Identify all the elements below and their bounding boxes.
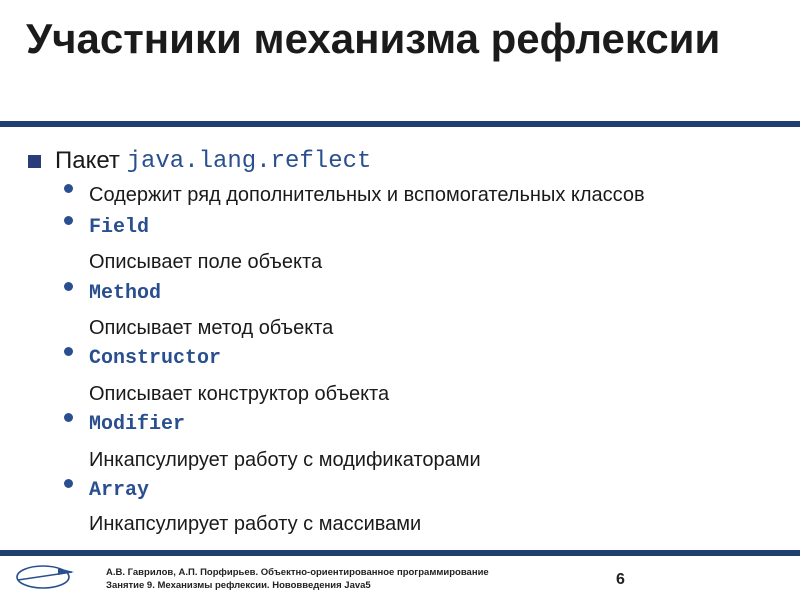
class-name: Constructor (89, 346, 222, 370)
round-bullet-icon (64, 282, 73, 291)
footer-credits (106, 566, 489, 592)
university-logo-icon (14, 560, 76, 594)
package-name: java.lang.reflect (126, 147, 372, 175)
class-name: Method (89, 281, 162, 305)
square-bullet-icon (28, 155, 41, 168)
class-name: Field (89, 215, 150, 239)
class-description: Инкапсулирует работу с модификаторами (89, 449, 481, 471)
package-prefix: Пакет (55, 147, 127, 174)
list-item-modifier (64, 409, 185, 439)
list-item-constructor (64, 343, 221, 373)
class-description: Описывает поле объекта (89, 251, 323, 273)
footer-lesson: Занятие 9. Механизмы рефлексии. Нововведения Java5 (106, 580, 371, 591)
class-description: Инкапсулирует работу с массивами (89, 513, 422, 535)
footer-authors: А.В. Гаврилов, А.П. Порфирьев. Объектно-ориентированное программирование (106, 567, 489, 578)
class-description: Описывает конструктор объекта (89, 383, 390, 405)
intro-text: Содержит ряд дополнительных и вспомогательных классов (89, 183, 645, 206)
round-bullet-icon (64, 184, 73, 193)
page-number: 6 (616, 571, 625, 588)
class-description: Описывает метод объекта (89, 317, 334, 339)
footer-divider (0, 550, 800, 556)
round-bullet-icon (64, 216, 73, 225)
round-bullet-icon (64, 413, 73, 422)
slide-title: Участники механизма рефлексии (26, 15, 721, 62)
round-bullet-icon (64, 479, 73, 488)
list-item-field (64, 212, 149, 242)
class-name: Modifier (89, 412, 186, 436)
list-item-method (64, 278, 161, 308)
class-name: Array (89, 478, 150, 502)
round-bullet-icon (64, 347, 73, 356)
package-bullet (28, 143, 371, 179)
list-item-array (64, 475, 149, 505)
title-divider (0, 121, 800, 127)
intro-bullet (64, 180, 645, 210)
